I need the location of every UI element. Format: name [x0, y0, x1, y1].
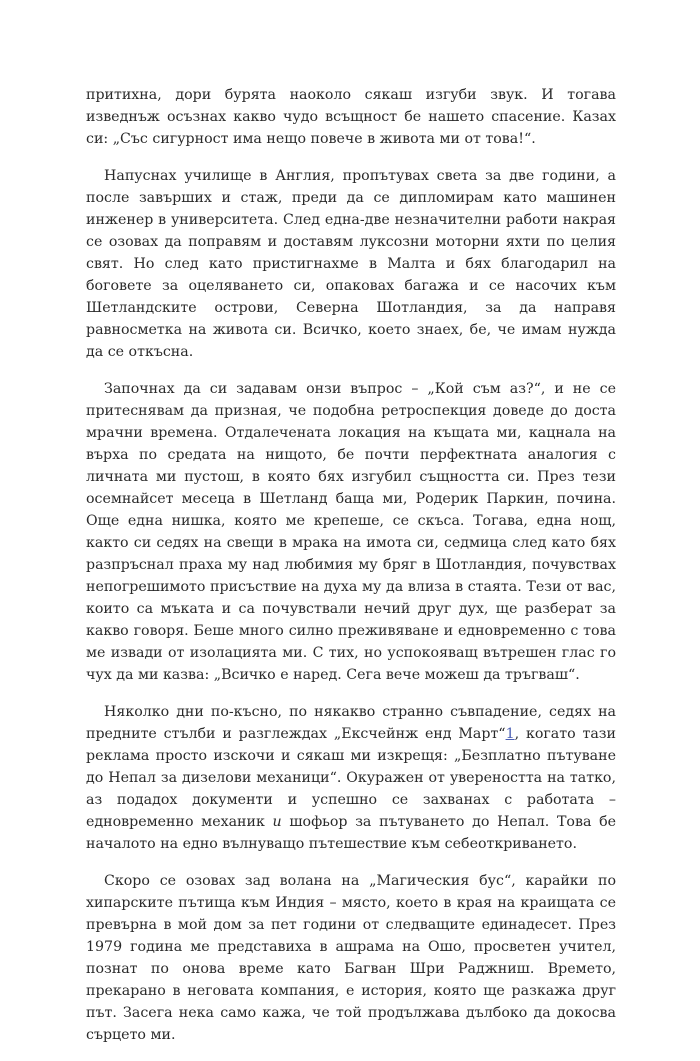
paragraph-4-emphasis: и [272, 814, 282, 830]
paragraph-5: Скоро се озовах зад волана на „Магическия бус“, карайки по хипарските пътища към Индия – място, което в края на краищата се превърна в мой дом за пет години от следващите единадесет. През 1979 година ме представиха в ашрама на Ошо, просветен учител, познат по онова време като Багван Шри Раджниш. Времето, прекарано в неговата компания, е история, която ще разкажа друг път. Засега нека само кажа, че той продължава дълбоко да докосва сърцето ми. [86, 873, 616, 1043]
paragraph-2: Напуснах училище в Англия, пропътувах света за две години, а после завърших и стаж, преди да се дипломирам като машинен инженер в университета. След една-две незначителни работи накрая се озовах да поправям и доставям луксозни моторни яхти по целия свят. Но след като пристигнахме в Малта и бях благодарил на боговете за оцеляването си, опаковах багажа и се насочих към Шетландските острови, Северна Шотландия, за да направя равносметка на живота си. Всичко, което знаех, бе, че имам нужда да се откъсна. [86, 168, 616, 360]
paragraph-3: Започнах да си задавам онзи въпрос – „Кой съм аз?“, и не се притеснявам да призная, че подобна ретроспекция доведе до доста мрачни времена. Отдалечената локация на къщата ми, кацнала на върха по средата на нищото, бе почти перфектната аналогия с личната ми пустош, в която бях изгубил същността си. През тези осемнайсет месеца в Шетланд баща ми, Родерик Паркин, почина. Още една нишка, която ме крепеше, се скъса. Тогава, една нощ, както си седях на свещи в мрака на имота си, седмица след като бях разпръснал праха му над любимия му бряг в Шотландия, почувствах непогрешимото присъствие на духа му да влиза в стаята. Тези от вас, които са мъката и са почувствали нечий друг дух, ще разберат за какво говоря. Беше много силно преживяване и едновременно с това ме извади от изолацията ми. С тих, но успокояващ вътрешен глас го чух да ми казва: „Всичко е наред. Сега вече можеш да тръгваш“. [86, 381, 616, 683]
body-text [86, 84, 616, 1061]
paragraph-4-part-1: Няколко дни по-късно, по някакво странно съвпадение, седях на предните стълби и разглеждах „Ексчейнж енд Март“ [86, 704, 616, 742]
paragraph-4-part-3: шофьор за пътуването до Непал. Това бе началото на едно вълнуващо пътешествие към себеоткриването. [86, 814, 617, 852]
paragraph-4 [86, 701, 616, 855]
footnote-link-1[interactable]: 1 [505, 726, 515, 742]
paragraph-4-part-2: , когато тази реклама просто изскочи и сякаш ми изкрещя: „Безплатно пътуване до Непал за дизелови механици“. Окуражен от увереността на татко, аз подадох документи и успешно се захванах с работата – едновременно механик [86, 726, 616, 830]
paragraph-1: притихна, дори бурята наоколо сякаш изгуби звук. И тогава изведнъж осъзнах какво чудо всъщност бе нашето спасение. Казах си: „Със сигурност има нещо повече в живота ми от това!“. [86, 87, 616, 147]
